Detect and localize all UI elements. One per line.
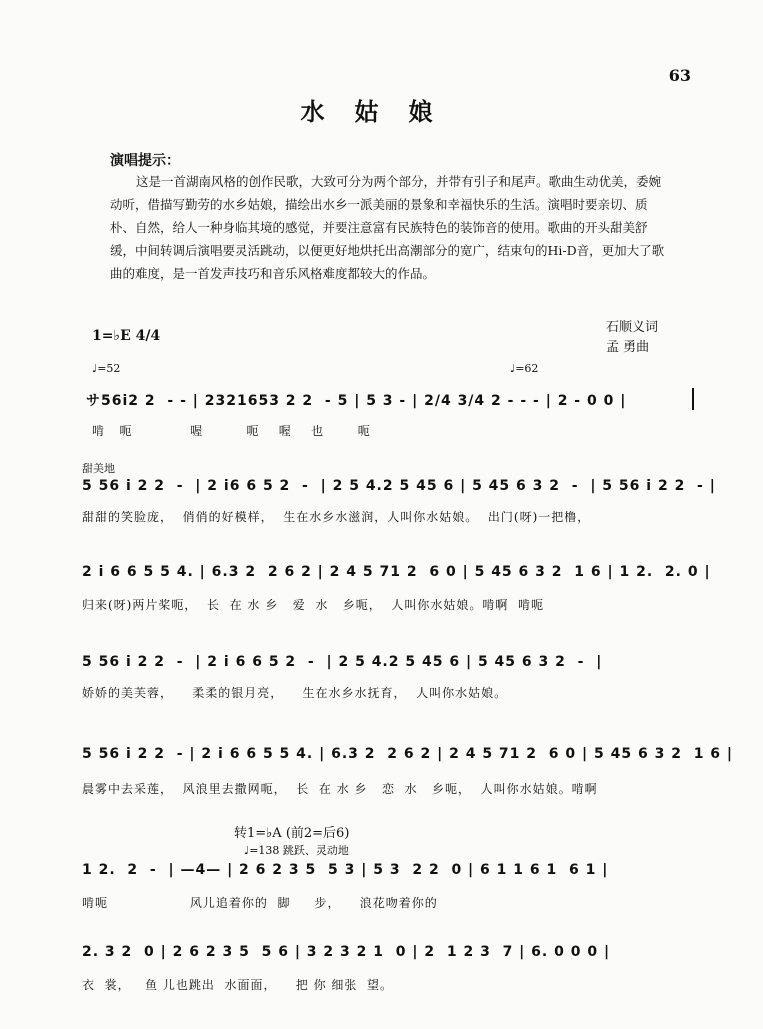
- lyrics-row-5: 晨雾中去采莲， 风浪里去撒网呃， 长 在 水 乡 恋 水 乡呃， 人叫你水姑娘。啃啊: [82, 782, 598, 796]
- barline: [692, 388, 694, 410]
- lyrics-row-6: 啃呃 风儿追着你的 脚 步， 浪花吻着你的: [82, 896, 438, 910]
- notation-row-4: 5 56 i 2 2 - | 2 i 6 6 5 2 - | 2 5 4.2 5 45 6 | 5 45 6 3 2 - |: [82, 654, 603, 670]
- lyrics-row-7: 衣 裳， 鱼 儿也跳出 水面面， 把 你 细张 望。: [82, 978, 394, 992]
- composer: 孟 勇曲: [606, 340, 650, 355]
- tempo-marking-2: ♩=62: [510, 362, 539, 375]
- notation-row-3: 2 i 6 6 5 5 4. | 6.3 2 2 6 2 | 2 4 5 71 2 6 0 | 5 45 6 3 2 1 6 | 1 2. 2. 0 |: [82, 564, 711, 580]
- key-signature: 1=♭E 4/4: [92, 328, 161, 344]
- lyrics-row-3: 归来(呀)两片桨呃， 长 在 水 乡 爱 水 乡呃， 人叫你水姑娘。啃啊 啃呃: [82, 598, 545, 612]
- song-title: 水姑娘: [300, 97, 463, 126]
- credits: [606, 318, 658, 358]
- tempo-marking-3: ♩=138 跳跃、灵动地: [244, 844, 349, 857]
- notation-row-2: 5 56 i 2 2 - | 2 i6 6 5 2 - | 2 5 4.2 5 45 6 | 5 45 6 3 2 - | 5 56 i 2 2 - |: [82, 478, 716, 494]
- tempo-marking-1: ♩=52: [92, 362, 121, 375]
- lyrics-row-4: 娇娇的美芙蓉， 柔柔的银月亮， 生在水乡水抚育， 人叫你水姑娘。: [82, 686, 508, 700]
- notation-row-5: 5 56 i 2 2 - | 2 i 6 6 5 5 4. | 6.3 2 2 6 2 | 2 4 5 71 2 6 0 | 5 45 6 3 2 1 6 |: [82, 746, 734, 762]
- expression-sweet: 甜美地: [82, 462, 115, 475]
- notation-row-7: 2. 3 2 0 | 2 6 2 3 5 5 6 | 3 2 3 2 1 0 | 2 1 2 3 7 | 6. 0 0 0 |: [82, 944, 611, 960]
- notation-row-1: サ56i2 2 - - | 2321653 2 2 - 5 | 5 3 - | 2/4 3/4 2 - - - | 2 - 0 0 |: [86, 393, 627, 409]
- lyricist: 石顺义词: [606, 320, 659, 335]
- lyrics-row-1: 啃 呃 喔 呃 喔 也 呃: [92, 424, 371, 438]
- page-number: 63: [668, 66, 691, 85]
- notation-row-6: 1 2. 2 - | —4— | 2 6 2 3 5 5 3 | 5 3 2 2 0 | 6 1 1 6 1 6 1 |: [82, 862, 609, 878]
- singing-hint-label: 演唱提示：: [110, 153, 180, 169]
- lyrics-row-2: 甜甜的笑脸庞， 俏俏的好模样， 生在水乡水滋润，人叫你水姑娘。 出门(呀)一把橹，: [82, 510, 591, 524]
- modulation-marking: 转1=♭A (前2=后6): [234, 826, 350, 841]
- singing-hint-text: 这是一首湖南风格的创作民歌，大致可分为两个部分，并带有引子和尾声。歌曲生动优美，委婉动听，借描写勤劳的水乡姑娘，描绘出水乡一派美丽的景象和幸福快乐的生活。演唱时要亲切、质朴、自然，给人一种身临其境的感觉，并要注意富有民族特色的装饰音的使用。歌曲的开头甜美舒缓，中间转调后演唱要灵活跳动，以便更好地烘托出高潮部分的宽广，结束句的Hi-D音，更加大了歌曲的难度，是一首发声技巧和音乐风格难度都较大的作品。: [110, 174, 665, 281]
